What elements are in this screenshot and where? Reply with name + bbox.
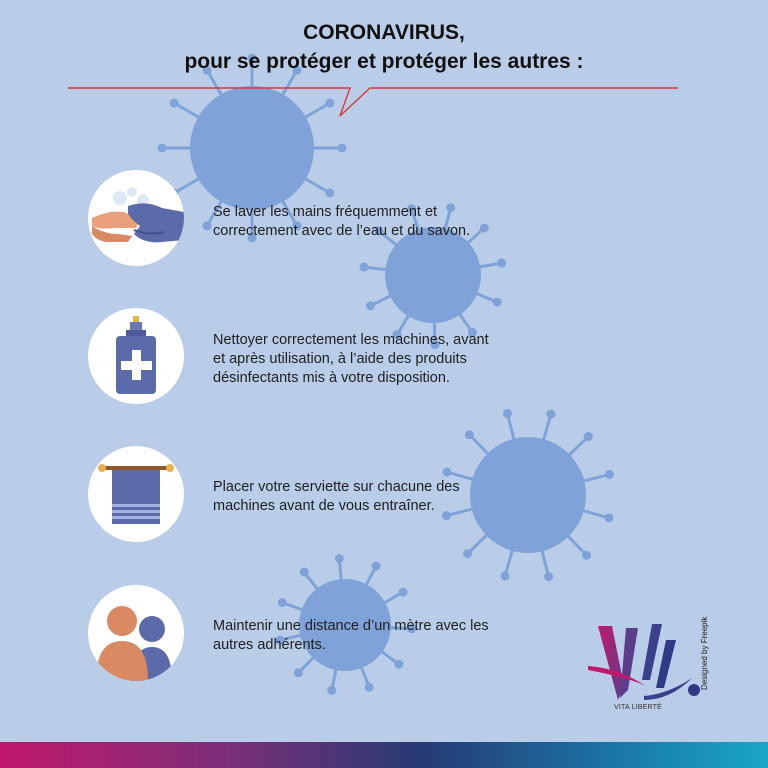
- brand-name: VITA LIBERTÉ: [613, 704, 663, 711]
- tip-4-line-1: Maintenir une distance d’un mètre avec les: [213, 618, 489, 634]
- tip-text-1: [213, 203, 543, 241]
- towel-icon: [88, 446, 184, 542]
- gradient-footer-bar: [0, 742, 768, 768]
- tip-1-line-2: correctement avec de l’eau et du savon.: [213, 223, 471, 239]
- tip-1-line-1: Se laver les mains fréquemment et: [213, 204, 438, 220]
- people-distance-icon: [88, 585, 184, 681]
- tip-3-line-2: machines avant de vous entraîner.: [213, 498, 435, 514]
- tip-2-line-1: Nettoyer correctement les machines, avant: [213, 332, 489, 348]
- tip-2-line-3: désinfectants mis à votre disposition.: [213, 370, 450, 386]
- speech-bubble-line: [0, 0, 768, 130]
- title-line-1: CORONAVIRUS,: [303, 21, 465, 44]
- tip-4-line-2: autres adhérents.: [213, 637, 326, 653]
- tip-3-line-1: Placer votre serviette sur chacune des: [213, 479, 460, 495]
- vita-liberte-logo: [588, 620, 706, 716]
- tip-text-2: [213, 331, 543, 388]
- tip-text-4: [213, 617, 543, 655]
- tip-text-3: [213, 478, 543, 516]
- title-line-2: pour se protéger et protéger les autres :: [184, 50, 584, 73]
- tip-2-line-2: et après utilisation, à l’aide des produits: [213, 351, 467, 367]
- sanitizer-bottle-icon: [88, 308, 184, 404]
- designer-credit: Designed by Freepik: [700, 616, 709, 690]
- hand-washing-icon: [88, 170, 184, 266]
